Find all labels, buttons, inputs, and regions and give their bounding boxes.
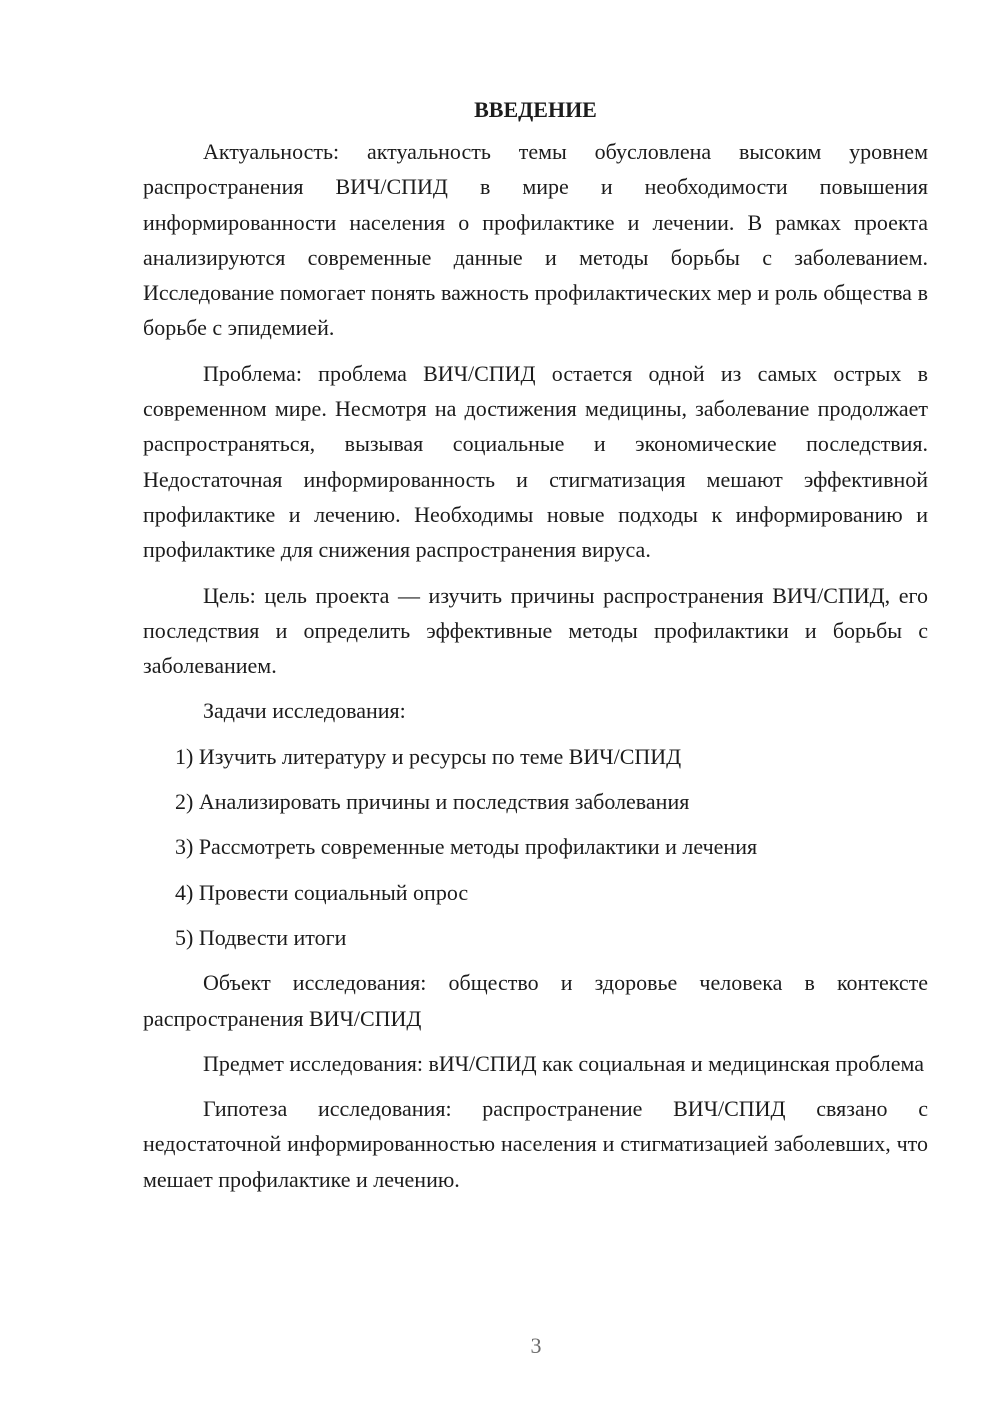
task-item-5: 5) Подвести итоги	[175, 924, 347, 950]
tasks-title: Задачи исследования:	[203, 698, 406, 724]
paragraph-relevance: Актуальность: актуальность темы обусловлена высоким уровнем распространения ВИЧ/СПИД в мире и необходимости повышения информированности населения о профилактике и лечении. В рамках проекта анализируются современные данные и методы борьбы с заболеванием. Исследование помогает понять важность профилактических мер и роль общества в борьбе с эпидемией.	[143, 139, 928, 341]
task-list	[143, 739, 928, 955]
section-heading: ВВЕДЕНИЕ	[474, 97, 597, 122]
task-item-2: 2) Анализировать причины и последствия заболевания	[175, 789, 690, 815]
task-item-1: 1) Изучить литературу и ресурсы по теме ВИЧ/СПИД	[175, 743, 682, 769]
paragraph-subject: Предмет исследования: вИЧ/СПИД как социальная и медицинская проблема	[203, 1050, 924, 1076]
paragraph-goal: Цель: цель проекта — изучить причины распространения ВИЧ/СПИД, его последствия и определить эффективные методы профилактики и борьбы с заболеванием.	[143, 582, 928, 679]
paragraph-hypothesis: Гипотеза исследования: распространение ВИЧ/СПИД связано с недостаточной информированностью населения и стигматизацией заболевших, что мешает профилактике и лечению.	[143, 1096, 928, 1192]
task-item-4: 4) Провести социальный опрос	[175, 879, 469, 905]
paragraph-problem: Проблема: проблема ВИЧ/СПИД остается одной из самых острых в современном мире. Несмотря на достижения медицины, заболевание продолжает распространяться, вызывая социальные и экономические последствия. Недостаточная информированность и стигматизация мешают эффективной профилактике и лечению. Необходимы новые подходы к информированию и профилактике для снижения распространения вируса.	[143, 360, 928, 563]
paragraph-object: Объект исследования: общество и здоровье человека в контексте распространения ВИЧ/СПИД	[143, 970, 928, 1031]
page-number: 3	[530, 1333, 542, 1358]
task-item-3: 3) Рассмотреть современные методы профилактики и лечения	[175, 834, 758, 860]
page-content	[143, 92, 928, 1207]
